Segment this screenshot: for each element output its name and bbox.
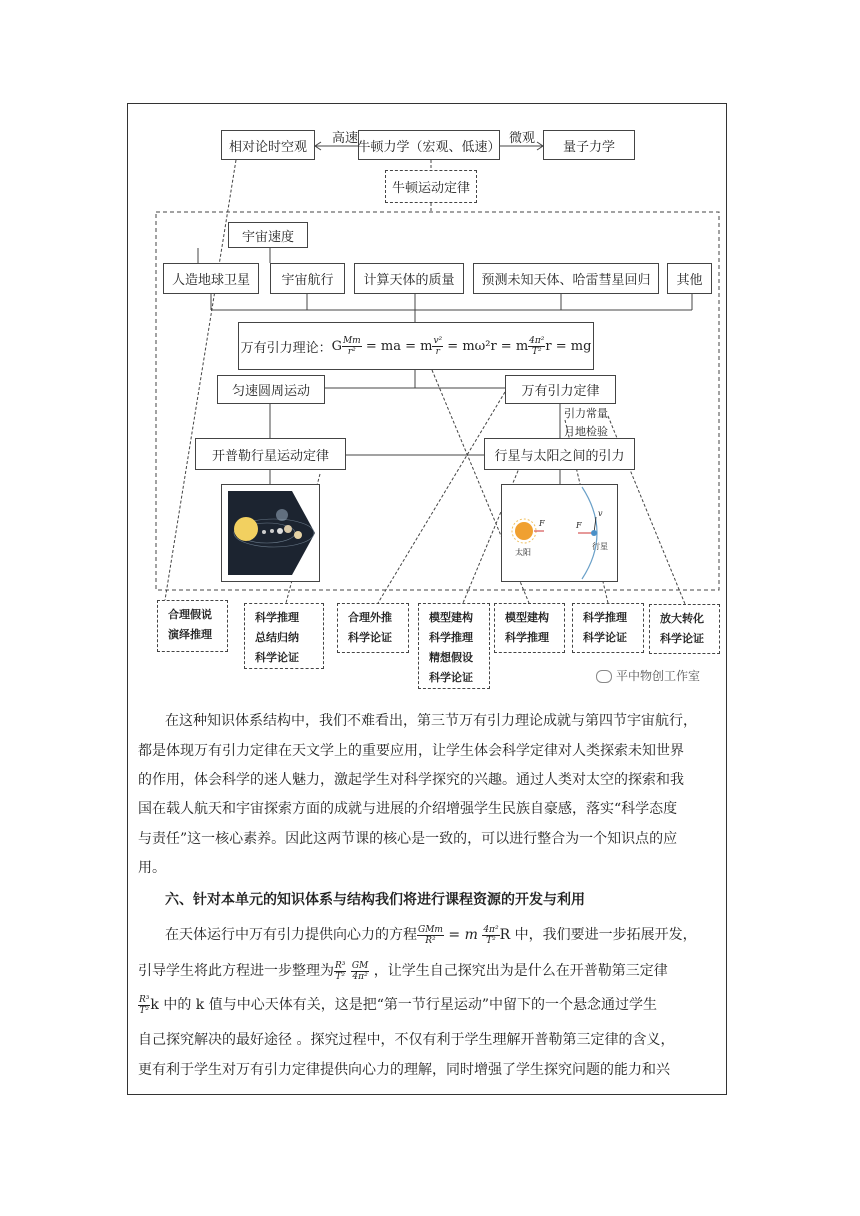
para1-line-3: 的作用，体会科学的迷人魅力，激起学生对科学探究的兴趣。通过人类对太空的探索和我: [138, 772, 684, 788]
kepler-laws-box: 开普勒行星运动定律: [195, 438, 346, 470]
app-mass-calc-box: 计算天体的质量: [354, 263, 464, 294]
uniform-circular-box: 匀速圆周运动: [217, 375, 325, 404]
gravity-theory-box: [238, 322, 594, 370]
universal-gravitation-box: 万有引力定律: [505, 375, 616, 404]
watermark: 平中物创工作室: [596, 667, 700, 684]
gravity-constant-label: 引力常量: [564, 407, 608, 420]
note-box-4: 模型建构 科学推理 精想假设 科学论证: [418, 603, 490, 689]
moon-earth-test-label: 月地检验: [564, 425, 608, 438]
force-label-right: F: [576, 521, 582, 530]
gravity-theory-label: 万有引力理论：: [240, 340, 332, 356]
gravity-formula: G $\frac{Mm}{\text{r²}}$ = ma = m $\frac{\text{v²}}{r}$ = mω²r = m $\frac{\text{4π²}}{\text{T²}}$ r = mg: [331, 335, 592, 357]
force-label-left: F: [539, 519, 545, 528]
micro-label: 微观: [509, 131, 536, 146]
quantum-box: 量子力学: [543, 130, 635, 160]
sun-label: 太阳: [515, 548, 531, 557]
high-speed-label: 高速: [332, 131, 359, 146]
para2-line-2: 引导学生将此方程进一步整理为 $\frac{\text{R³}}{\text{T²}}$ $\frac{GM}{\text{4π²}}$ ，让学生自己探究出为是什么在开普勒第三定律: [138, 960, 668, 982]
app-predict-box: 预测未知天体、哈雷彗星回归: [473, 263, 659, 294]
note-box-2: 科学推理 总结归纳 科学论证: [244, 603, 324, 669]
note-box-6: 科学推理 科学论证: [572, 603, 644, 653]
para1-line-4: 国在载人航天和宇宙探索方面的成就与进展的介绍增强学生民族自豪感，落实“科学态度: [138, 801, 678, 817]
note-box-5: 模型建构 科学推理: [494, 603, 565, 653]
sun-planet-illustration: [502, 485, 617, 581]
app-other-box: 其他: [667, 263, 712, 294]
section-six-heading: 六、针对本单元的知识体系与结构我们将进行课程资源的开发与利用: [165, 892, 585, 908]
note-box-7: 放大转化 科学论证: [649, 604, 720, 654]
para2-line-3: $\frac{\text{R³}}{\text{T²}}$ k 中的 k 值与中心天体有关，这是把“第一节行星运动”中留下的一个悬念通过学生: [139, 994, 658, 1016]
para2-line-1: 在天体运行中万有引力提供向心力的方程 $\frac{\text{GMm}}{\text{R²}}$ = m $\frac{\text{4π²}}{\text{T²}}$ R 中，我们要进一步拓展开发，: [165, 924, 697, 946]
app-satellite-box: 人造地球卫星: [163, 263, 259, 294]
newton-mechanics-box: 牛顿力学（宏观、低速）: [358, 130, 500, 160]
cosmic-speed-box: 宇宙速度: [228, 222, 308, 248]
note-box-3: 合理外推 科学论证: [337, 603, 409, 653]
para2-line-5: 更有利于学生对万有引力定律提供向心力的理解，同时增强了学生探究问题的能力和兴: [138, 1062, 670, 1078]
solar-system-image: [221, 484, 320, 582]
sun-planet-image: [501, 484, 618, 582]
wechat-icon: [596, 670, 612, 683]
relativity-box: 相对论时空观: [221, 130, 315, 160]
para1-line-1: 在这种知识体系结构中，我们不难看出，第三节万有引力理论成就与第四节宇宙航行，: [165, 713, 697, 729]
para1-line-5: 与责任”这一核心素养。因此这两节课的核心是一致的，可以进行整合为一个知识点的应: [138, 831, 678, 847]
planet-label: 行星: [592, 542, 608, 551]
app-space-flight-box: 宇宙航行: [270, 263, 345, 294]
solar-system-illustration: [222, 485, 319, 581]
para1-line-2: 都是体现万有引力定律在天文学上的重要应用，让学生体会科学定律对人类探索未知世界: [138, 743, 684, 759]
newton-laws-box: 牛顿运动定律: [385, 170, 477, 203]
para2-line-4: 自己探究解决的最好途径 。探究过程中，不仅有利于学生理解开普勒第三定律的含义，: [138, 1032, 675, 1048]
velocity-label: v: [598, 509, 603, 518]
planet-sun-gravity-box: 行星与太阳之间的引力: [484, 438, 635, 470]
para1-line-6: 用。: [138, 860, 166, 876]
note-box-1: 合理假说 演绎推理: [157, 600, 228, 652]
